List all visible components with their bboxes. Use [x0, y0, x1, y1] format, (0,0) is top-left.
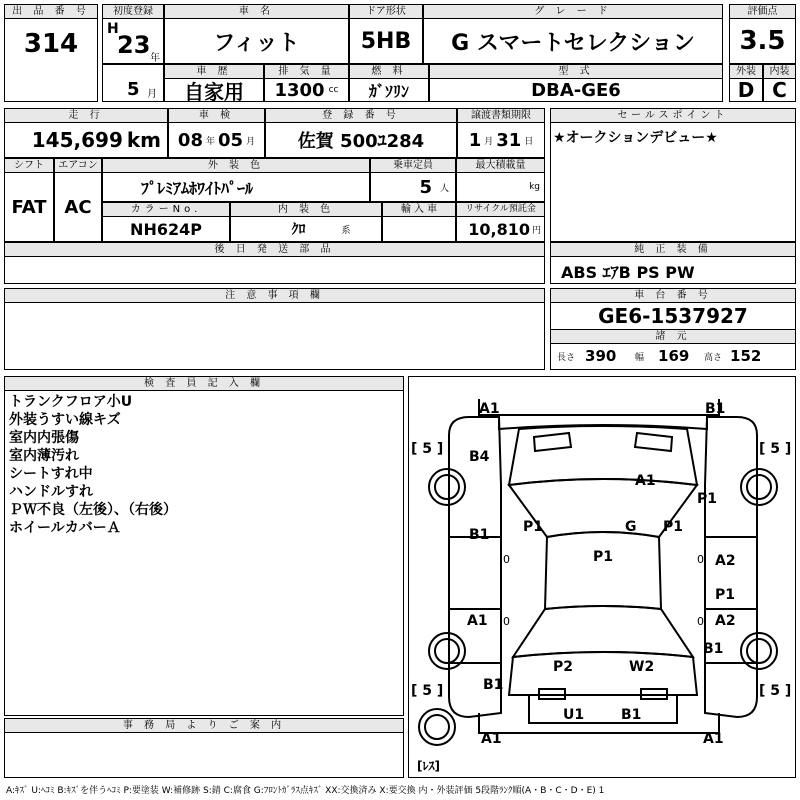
damage-mark: B1: [621, 707, 642, 723]
fuel-cell: [349, 64, 429, 102]
interior-color-unit: 系: [341, 225, 351, 236]
type-cell: [429, 64, 723, 102]
inspector-notes-cell: [4, 376, 404, 716]
grade: G スマートセレクション: [451, 30, 695, 56]
interior-label: 内装: [764, 65, 795, 79]
fuel-label: 燃 料: [350, 65, 428, 79]
damage-mark: W2: [629, 659, 655, 675]
damage-mark: 0: [697, 615, 704, 628]
history: 自家用: [184, 79, 244, 102]
recycle-unit: 円: [531, 225, 541, 236]
tire-front-right-rating: [ 5 ]: [759, 441, 792, 457]
grade-label: グ レ ー ド: [424, 5, 722, 19]
damage-mark: A2: [715, 613, 736, 629]
interior-color-label: 内 装 色: [231, 203, 381, 217]
ac-cell: [54, 158, 102, 242]
import-cell: [382, 202, 456, 242]
damage-mark: A1: [479, 401, 500, 417]
damage-mark: 0: [503, 553, 510, 566]
damage-mark: 0: [503, 615, 510, 628]
tire-rear-left-rating: [ 5 ]: [411, 683, 444, 699]
inspector-note: 室内薄汚れ: [9, 448, 79, 464]
office-notice-label: 事 務 局 よ り ご 案 内: [5, 719, 403, 733]
recycle-fee: 10,810: [468, 219, 530, 239]
shift-cell: [4, 158, 54, 242]
inspection-year-unit: 年: [205, 136, 215, 147]
year-unit: 年: [150, 53, 160, 64]
recycle-label: リサイクル預託金: [457, 203, 544, 217]
damage-mark: U1: [563, 707, 585, 723]
height: 152: [730, 347, 762, 365]
damage-mark: A1: [635, 473, 656, 489]
model-type: DBA-GE6: [531, 79, 621, 101]
displacement-cell: [264, 64, 349, 102]
transfer-day-unit: 日: [524, 136, 534, 147]
history-cell: [164, 64, 264, 102]
mileage-label: 走 行: [5, 109, 167, 123]
type-label: 型 式: [430, 65, 722, 79]
month-cell: [102, 64, 164, 102]
damage-mark: A2: [715, 553, 736, 569]
damage-legend: A:ｷｽﾞ U:ﾍｺﾐ B:ｷｽﾞを伴うﾍｺﾐ P:要塗装 W:補修跡 S:錆 C:腐食 G:ﾌﾛﾝﾄｶﾞﾗｽ点ｷｽﾞ XX:交換済み X:要交換 内・外装評価 5段階ﾗﾝｸ順(A・B・C・D・E) 1: [6, 786, 605, 796]
chassis-label: 車 台 番 号: [551, 289, 795, 303]
color-number-cell: [102, 202, 230, 242]
history-label: 車 歴: [165, 65, 263, 79]
damage-mark: A1: [703, 731, 724, 747]
inspector-label: 検 査 員 記 入 欄: [5, 377, 403, 391]
exterior-color: ﾌﾟﾚﾐｱﾑﾎﾜｲﾄﾊﾟｰﾙ: [141, 178, 254, 198]
later-parts-cell: [4, 242, 545, 284]
damage-mark: P2: [553, 659, 574, 675]
model-cell: [164, 4, 349, 64]
era: H: [107, 21, 119, 37]
inspector-note: シートすれ中: [9, 466, 93, 482]
fuel: ｶﾞｿﾘﾝ: [368, 81, 409, 101]
displacement-unit: cc: [328, 85, 339, 95]
door-type: 5HB: [360, 28, 412, 54]
displacement: 1300: [274, 79, 325, 101]
sales-point-cell: [550, 108, 796, 242]
later-parts-label: 後 日 発 送 部 品: [5, 243, 544, 257]
interior-color: ｸﾛ: [291, 222, 306, 238]
transfer-day: 31: [496, 129, 522, 151]
damage-mark: G: [625, 519, 637, 535]
plate-cell: [265, 108, 457, 158]
inspector-note: ハンドルすれ: [9, 484, 93, 500]
damage-mark: 0: [697, 553, 704, 566]
first-registration-cell: [102, 4, 164, 64]
length: 390: [585, 347, 617, 365]
sales-point-label: セールスポイント: [551, 109, 795, 123]
lot-number: 314: [23, 29, 79, 59]
exterior-grade-cell: [729, 64, 763, 102]
grade-cell: [423, 4, 723, 64]
door-cell: [349, 4, 423, 64]
damage-mark: P1: [697, 491, 718, 507]
score-cell: [729, 4, 796, 64]
equipment-cell: [550, 242, 796, 284]
shift-label: シフト: [5, 159, 53, 173]
inspector-note: トランクフロア小U: [9, 394, 133, 410]
shift: FAT: [11, 196, 47, 218]
capacity: 5: [419, 176, 432, 198]
interior-color-cell: [230, 202, 382, 242]
capacity-unit: 人: [439, 183, 449, 194]
tire-front-left-rating: [ 5 ]: [411, 441, 444, 457]
registration-month: 5: [127, 79, 140, 100]
mileage: 145,699: [31, 128, 123, 152]
interior-grade: C: [772, 78, 787, 102]
inspection-month: 05: [218, 129, 244, 151]
import-label: 輸 入 車: [383, 203, 455, 217]
damage-mark: P1: [715, 587, 736, 603]
inspection-year: 08: [177, 129, 203, 151]
damage-mark: A1: [467, 613, 488, 629]
equipment-text: ABS ｴｱB PS PW: [561, 263, 695, 282]
damage-mark: A1: [481, 731, 502, 747]
inspector-note: ＰＷ不良（左後）、（右後）: [9, 502, 177, 518]
chassis-number: GE6-1537927: [551, 303, 795, 330]
registration-year: 23: [117, 31, 151, 59]
displacement-label: 排 気 量: [265, 65, 348, 79]
mileage-cell: [4, 108, 168, 158]
inspection-label: 車 検: [169, 109, 264, 123]
damage-mark: P1: [593, 549, 614, 565]
damage-diagram: [408, 376, 796, 778]
width: 169: [658, 347, 690, 365]
chassis-cell: [550, 288, 796, 370]
inspection-cell: [168, 108, 265, 158]
length-label: 長さ: [557, 352, 576, 363]
plate-number: 佐賀 500ﾕ284: [297, 131, 425, 152]
plate-label: 登 録 番 号: [266, 109, 456, 123]
recycle-cell: [456, 202, 545, 242]
damage-mark: B1: [703, 641, 724, 657]
car-diagram-svg: [409, 377, 796, 778]
tire-rear-right-rating: [ 5 ]: [759, 683, 792, 699]
exterior-label: 外装: [730, 65, 762, 79]
inspector-note: 室内内張傷: [9, 430, 79, 446]
door-label: ドア形状: [350, 5, 422, 19]
load-label: 最大積載量: [457, 159, 544, 173]
mileage-unit: km: [126, 128, 161, 152]
color-label: 外 装 色: [103, 159, 369, 173]
damage-mark: P1: [523, 519, 544, 535]
exterior-grade: D: [737, 78, 755, 102]
model-label: 車 名: [165, 5, 348, 19]
damage-mark: B1: [705, 401, 726, 417]
transfer-month-unit: 月: [484, 136, 494, 147]
capacity-cell: [370, 158, 456, 202]
damage-mark: B4: [469, 449, 490, 465]
damage-mark: P1: [663, 519, 684, 535]
transfer-month: 1: [468, 129, 482, 151]
load-cell: [456, 158, 545, 202]
notes-cell: [4, 288, 545, 370]
spare-tire-status: [ﾚｽ]: [417, 759, 440, 773]
air-conditioner: AC: [64, 196, 92, 218]
inspector-note: ホイールカバーＡ: [9, 520, 121, 536]
color-number: NH624P: [130, 219, 202, 239]
lot-number-label: 出 品 番 号: [5, 5, 97, 19]
lot-number-cell: [4, 4, 98, 102]
transfer-cell: [457, 108, 545, 158]
damage-mark: B1: [469, 527, 490, 543]
capacity-label: 乗車定員: [371, 159, 455, 173]
height-label: 高さ: [704, 352, 723, 363]
damage-mark: B1: [483, 677, 504, 693]
width-label: 幅: [635, 352, 645, 363]
color-number-label: カラーNo.: [103, 203, 229, 217]
load-unit: kg: [529, 182, 540, 192]
interior-grade-cell: [763, 64, 796, 102]
transfer-label: 譲渡書類期限: [458, 109, 544, 123]
inspector-note: 外装うすい線キズ: [9, 412, 121, 428]
sales-point-text: ★オークションデビュー★: [553, 130, 718, 146]
equipment-label: 純 正 装 備: [551, 243, 795, 257]
score: 3.5: [739, 26, 786, 56]
inspection-month-unit: 月: [246, 136, 256, 147]
score-label: 評価点: [730, 5, 795, 19]
office-notice-cell: [4, 718, 404, 778]
first-registration-label: 初度登録: [103, 5, 163, 19]
month-unit: 月: [147, 89, 157, 100]
model-name: フィット: [213, 30, 300, 56]
ac-label: エアコン: [55, 159, 101, 173]
notes-label: 注 意 事 項 欄: [5, 289, 544, 303]
spec-label: 諸 元: [551, 330, 795, 344]
color-cell: [102, 158, 370, 202]
